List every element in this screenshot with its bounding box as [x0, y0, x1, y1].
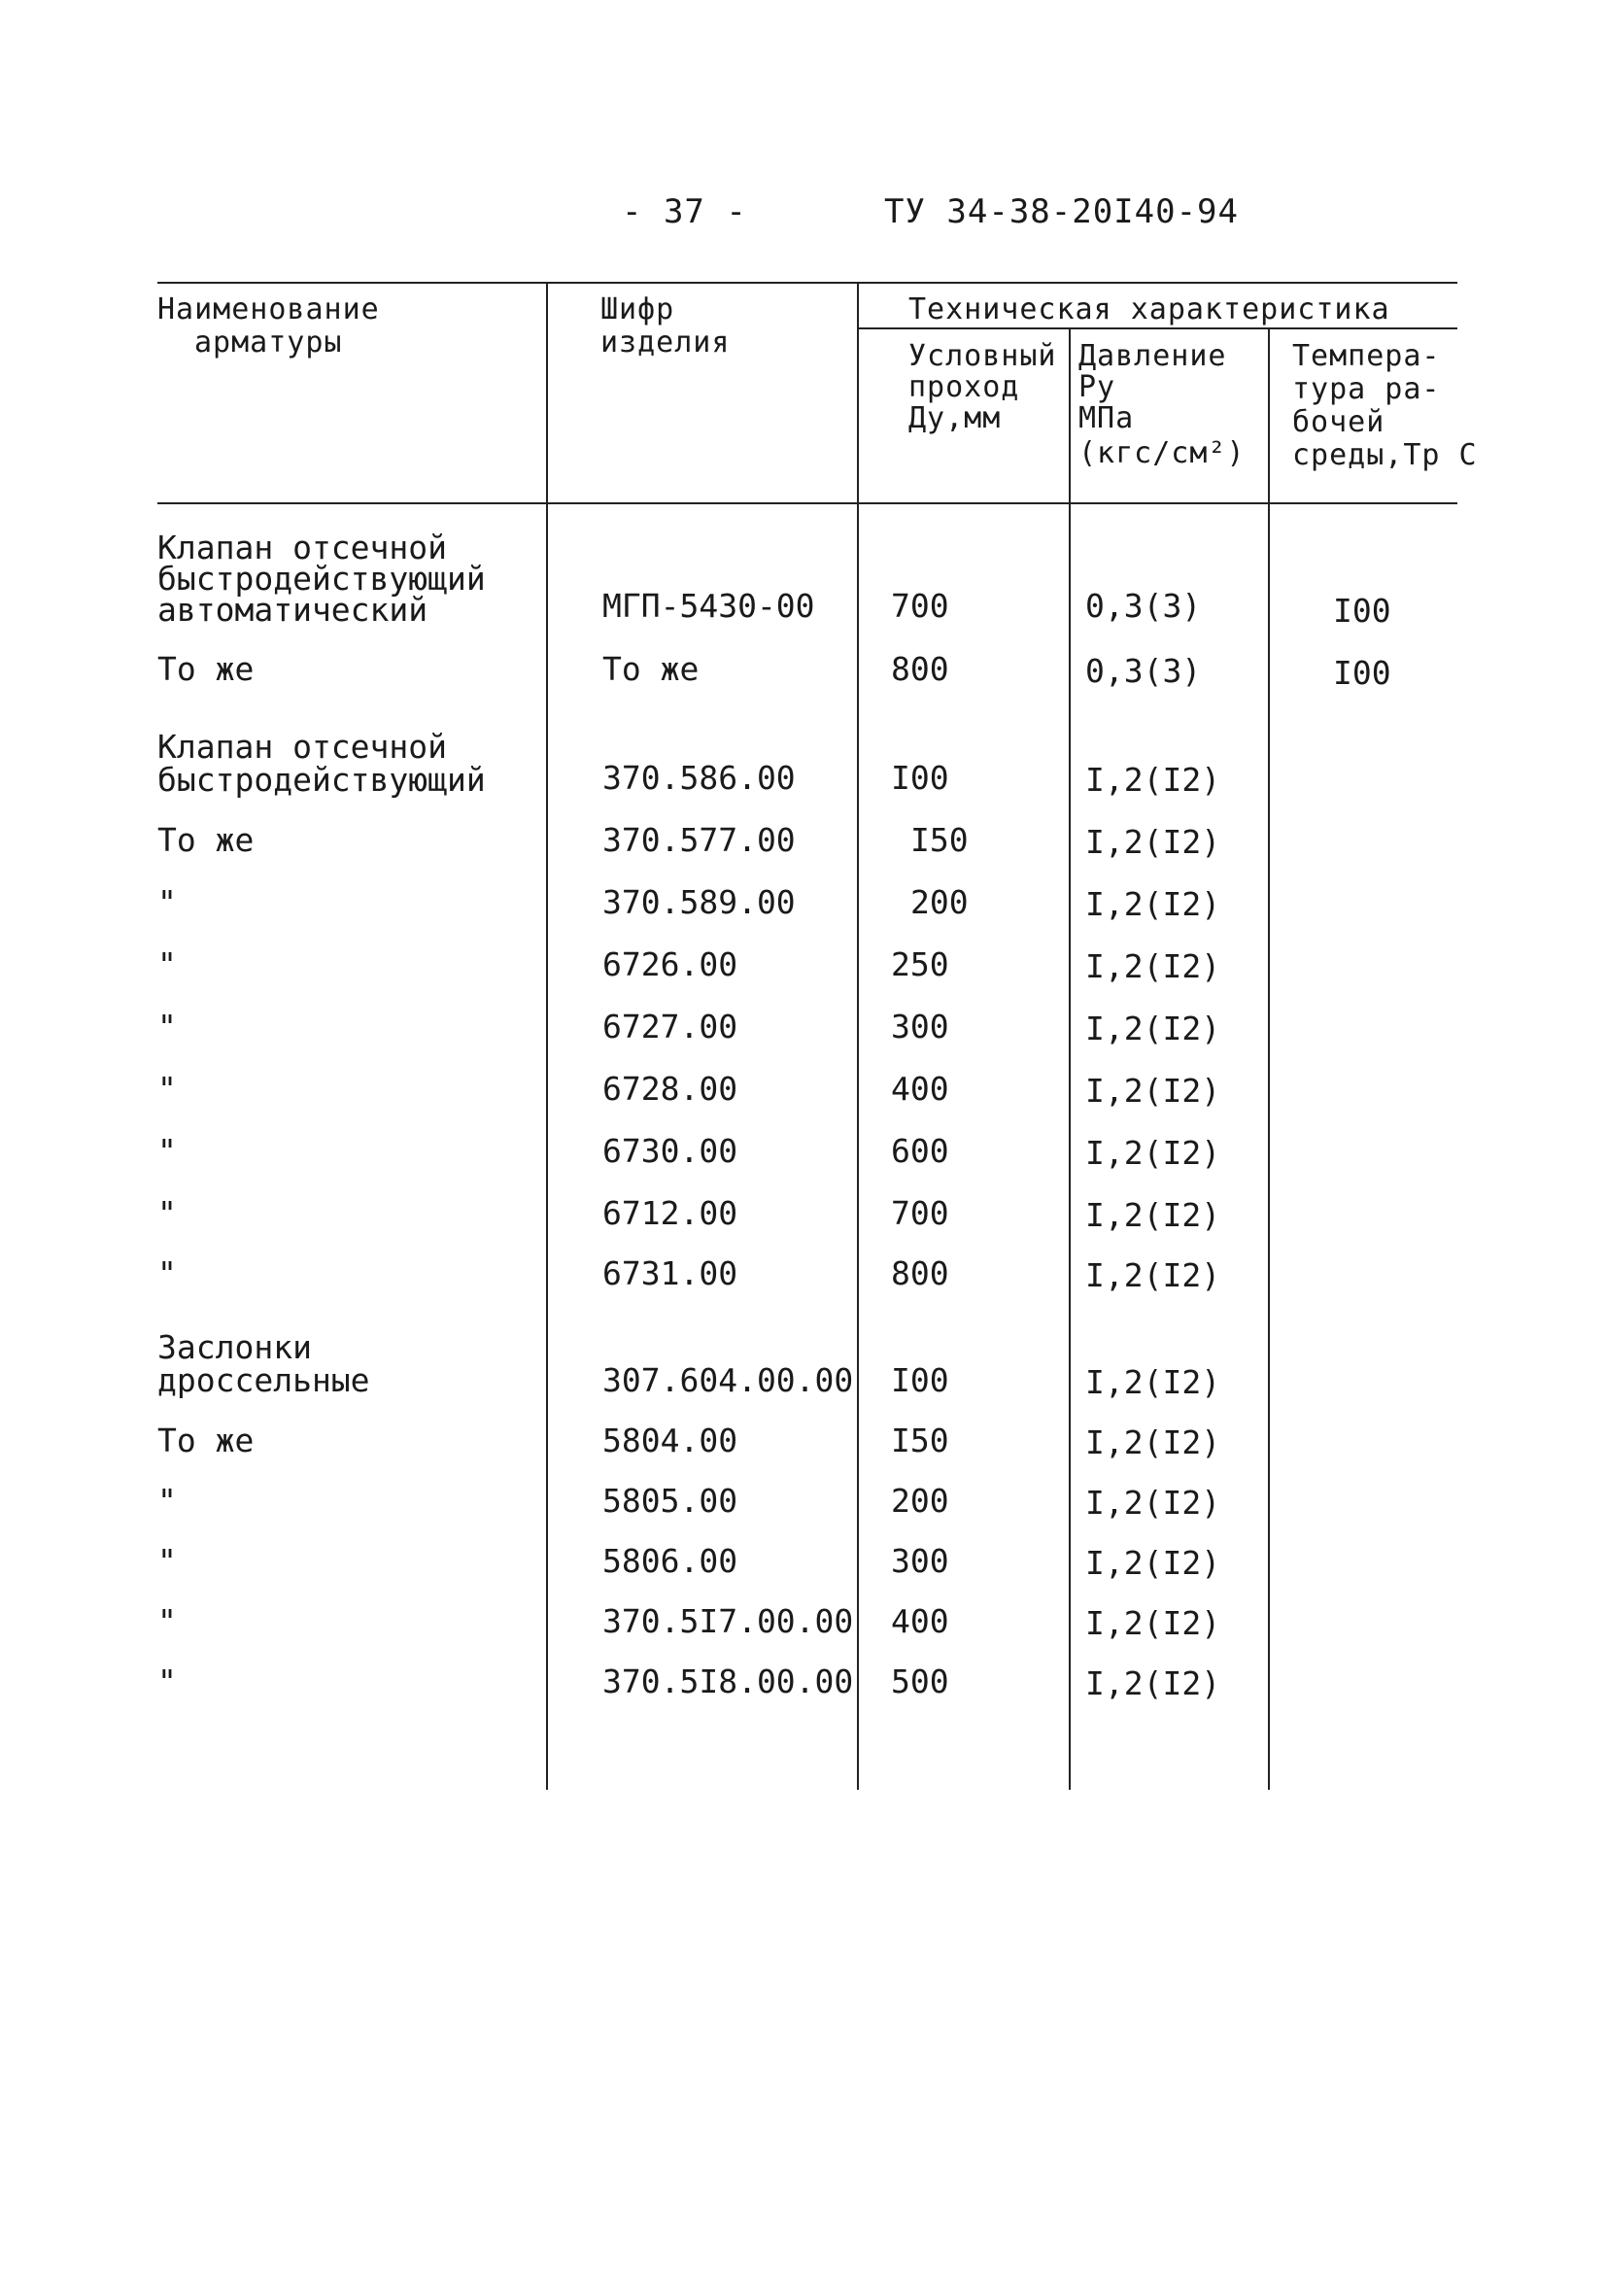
row-1-pressure: 0,3(3): [1085, 652, 1202, 690]
header-code-line2: изделия: [600, 326, 731, 360]
header-dn-line1: Условный: [908, 339, 1057, 373]
row-3-code: 370.577.00: [602, 821, 796, 859]
row-2-dn: I00: [891, 759, 949, 797]
row-7-pressure: I,2(I2): [1085, 1072, 1221, 1110]
row-8-name: ": [157, 1132, 177, 1170]
column-divider-code: [857, 284, 859, 1790]
row-12-name: То же: [157, 1422, 255, 1459]
row-13-dn: 200: [891, 1482, 949, 1520]
row-0-pressure: 0,3(3): [1085, 587, 1202, 625]
document-code: ТУ 34-38-20I40-94: [884, 192, 1239, 231]
row-4-code: 370.589.00: [602, 883, 796, 921]
row-0-dn: 700: [891, 587, 949, 625]
row-5-dn: 250: [891, 945, 949, 983]
row-10-dn: 800: [891, 1254, 949, 1292]
header-bottom-rule: [157, 502, 1457, 504]
row-9-pressure: I,2(I2): [1085, 1196, 1221, 1234]
row-15-code: 370.5I7.00.00: [602, 1602, 854, 1640]
row-5-code: 6726.00: [602, 945, 738, 983]
row-7-code: 6728.00: [602, 1070, 738, 1108]
row-7-name: ": [157, 1070, 177, 1108]
row-11-name-line2: дроссельные: [157, 1361, 370, 1399]
row-0-temp: I00: [1333, 592, 1391, 630]
row-11-dn: I00: [891, 1361, 949, 1399]
row-13-pressure: I,2(I2): [1085, 1484, 1221, 1522]
row-1-temp: I00: [1333, 654, 1391, 692]
row-6-dn: 300: [891, 1008, 949, 1045]
row-12-dn: I50: [891, 1422, 949, 1459]
row-15-dn: 400: [891, 1602, 949, 1640]
header-pressure-line3: МПа: [1078, 401, 1135, 435]
row-10-pressure: I,2(I2): [1085, 1256, 1221, 1294]
header-dn-line2: проход: [908, 370, 1020, 404]
row-16-name: ": [157, 1662, 177, 1700]
row-9-code: 6712.00: [602, 1194, 738, 1232]
row-16-code: 370.5I8.00.00: [602, 1662, 854, 1700]
column-divider-dn: [1069, 328, 1071, 1790]
header-temp-line4: среды,Тр С: [1292, 438, 1478, 472]
row-3-dn: I50: [910, 821, 969, 859]
row-3-pressure: I,2(I2): [1085, 823, 1221, 861]
table-top-rule: [157, 282, 1457, 284]
row-2-name-line2: быстродействующий: [157, 761, 486, 799]
header-name-line1: Наименование: [157, 292, 380, 326]
row-4-dn: 200: [910, 883, 969, 921]
column-divider-name: [546, 284, 548, 1790]
row-13-name: ": [157, 1482, 177, 1520]
row-0-name-line3: автоматический: [157, 591, 428, 629]
row-4-name: ": [157, 883, 177, 921]
row-12-pressure: I,2(I2): [1085, 1423, 1221, 1461]
row-4-pressure: I,2(I2): [1085, 885, 1221, 923]
row-10-name: ": [157, 1254, 177, 1292]
row-3-name: То же: [157, 821, 255, 859]
page-number: - 37 -: [622, 192, 747, 231]
row-16-dn: 500: [891, 1662, 949, 1700]
row-7-dn: 400: [891, 1070, 949, 1108]
row-0-code: МГП-5430-00: [602, 587, 815, 625]
row-0-name-line2: быстродействующий: [157, 560, 486, 598]
row-5-name: ": [157, 945, 177, 983]
row-6-pressure: I,2(I2): [1085, 1010, 1221, 1047]
row-1-code: То же: [602, 650, 700, 688]
row-5-pressure: I,2(I2): [1085, 947, 1221, 985]
header-pressure-line1: Давление: [1078, 339, 1227, 373]
header-name-line2: арматуры: [194, 326, 343, 360]
row-15-name: ": [157, 1602, 177, 1640]
tech-subheader-rule: [857, 327, 1457, 329]
row-1-name: То же: [157, 650, 255, 688]
row-14-dn: 300: [891, 1542, 949, 1580]
row-15-pressure: I,2(I2): [1085, 1604, 1221, 1642]
row-14-name: ": [157, 1542, 177, 1580]
header-temp-line1: Темпера-: [1292, 339, 1441, 373]
row-11-name-line1: Заслонки: [157, 1328, 312, 1366]
row-6-name: ": [157, 1008, 177, 1045]
row-16-pressure: I,2(I2): [1085, 1664, 1221, 1702]
header-temp-line2: тура ра-: [1292, 372, 1441, 406]
row-11-code: 307.604.00.00: [602, 1361, 854, 1399]
header-code-line1: Шифр: [600, 292, 675, 326]
row-2-pressure: I,2(I2): [1085, 761, 1221, 799]
row-9-name: ": [157, 1194, 177, 1232]
row-14-code: 5806.00: [602, 1542, 738, 1580]
header-temp-line3: бочей: [1292, 405, 1385, 439]
row-10-code: 6731.00: [602, 1254, 738, 1292]
row-0-name-line1: Клапан отсечной: [157, 529, 448, 566]
row-14-pressure: I,2(I2): [1085, 1544, 1221, 1582]
row-8-code: 6730.00: [602, 1132, 738, 1170]
header-pressure-line2: Ру: [1078, 370, 1116, 404]
header-tech: Техническая характеристика: [908, 292, 1390, 326]
row-9-dn: 700: [891, 1194, 949, 1232]
row-6-code: 6727.00: [602, 1008, 738, 1045]
row-13-code: 5805.00: [602, 1482, 738, 1520]
row-1-dn: 800: [891, 650, 949, 688]
header-dn-line3: Ду,мм: [908, 401, 1002, 435]
row-12-code: 5804.00: [602, 1422, 738, 1459]
row-11-pressure: I,2(I2): [1085, 1363, 1221, 1401]
row-2-name-line1: Клапан отсечной: [157, 728, 448, 766]
row-2-code: 370.586.00: [602, 759, 796, 797]
header-pressure-line4: (кгс/см²): [1078, 436, 1246, 470]
row-8-dn: 600: [891, 1132, 949, 1170]
column-divider-pressure: [1268, 328, 1270, 1790]
row-8-pressure: I,2(I2): [1085, 1134, 1221, 1172]
